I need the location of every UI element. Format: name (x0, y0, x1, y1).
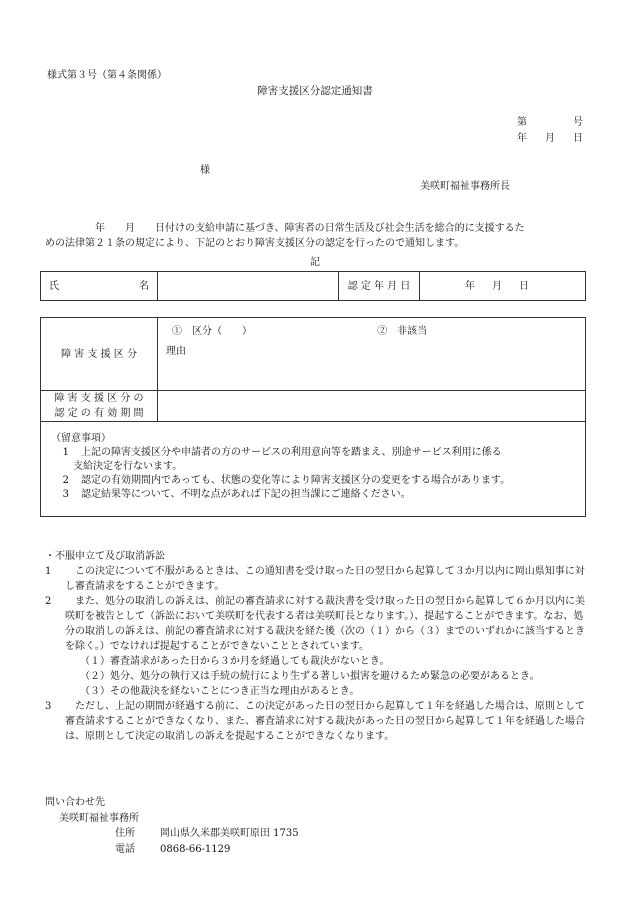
sender: 美咲町福祉事務所長 (420, 181, 510, 192)
note-text: 認定結果等について、不明な点があれば下記の担当課にご連絡ください。 (81, 489, 411, 500)
cert-year-label: 年 (465, 280, 475, 292)
note-text: 認定の有効期間内であっても、状態の変化等により障害支援区分の変更をする場合があります。 (81, 475, 511, 486)
issue-date (517, 132, 583, 145)
name-label-cell (41, 272, 158, 301)
ki-mark: 記 (310, 257, 320, 268)
number-suffix: 号 (573, 117, 583, 128)
note-item (51, 488, 585, 502)
option-category: ① 区分（ ） (172, 326, 252, 338)
name-label-2: 名 (139, 280, 149, 292)
objection-heading: ・不服申立て及び取消訴訟 (45, 551, 165, 562)
document-number (517, 116, 583, 129)
intro-paragraph (45, 221, 585, 251)
notes-box (40, 420, 586, 517)
objection-text: この決定について不服があるときは、この通知書を受け取った日の翌日から起算して３か月以内に岡山県知事に対し審査請求をすることができます。 (65, 566, 585, 592)
note-number: 1 (62, 447, 69, 458)
cert-month-label: 月 (492, 280, 502, 292)
contact-address-row (45, 826, 299, 842)
objection-number: 2 (45, 596, 52, 607)
objection-number: 1 (45, 566, 52, 577)
intro-line-2: めの法律第２１条の規定により、下記のとおり障害支援区分の認定を行ったので通知します。 (45, 238, 465, 249)
contact-phone-row (45, 842, 299, 858)
contact-heading: 問い合わせ先 (45, 797, 105, 808)
intro-line-1: 年 月 日付けの支給申請に基づき、障害者の日常生活及び社会生活を総合的に支援するた (95, 223, 525, 234)
form-id: 様式第３号（第４条関係） (47, 70, 167, 81)
year-label: 年 (517, 133, 527, 144)
objection-text: また、処分の取消しの訴えは、前記の審査請求に対する裁決書を受け取った日の翌日から起算して６か月以内に美咲町を被告として（訴訟において美咲町を代表する者は美咲町長となります。）、提起することができます。なお、処分の取消しの訴えは、前記の審査請求に対する裁決を経た後（次の（１）から（３）までのいずれかに該当するときを除く。）でなければ提起することができないこととされています。 (65, 596, 585, 652)
note-number: 2 (62, 475, 69, 486)
certification-table (40, 317, 586, 422)
objection-sub-item: （２）処分、処分の執行又は手続の続行により生ずる著しい損害を避けるため緊急の必要があるとき。 (80, 671, 540, 682)
address-label: 住所 (115, 828, 135, 839)
objection-text: ただし、上記の期間が経過する前に、この決定があった日の翌日から起算して１年を経過した場合は、原則として審査請求することができなくなり、また、審査請求に対する裁決があった日の翌日から起算して１年を経過した場合は、原則として決定の取消しの訴えを提起することができなくなります。 (65, 701, 585, 742)
name-label-1: 氏 (49, 280, 59, 292)
cert-date-label: 認 定 年 月 日 (347, 280, 411, 292)
note-text-continued: 支給決定を行ないます。 (73, 461, 183, 472)
cert-day-label: 日 (519, 280, 529, 292)
period-label-2: 認 定 の 有 効 期 間 (54, 408, 144, 419)
period-value-cell (158, 391, 586, 422)
cert-date-value-cell (420, 272, 586, 301)
objection-sub-item: （３）その他裁決を経ないことにつき正当な理由があるとき。 (80, 686, 360, 697)
category-label: 障 害 支 援 区 分 (61, 348, 137, 360)
cert-date-label-cell (339, 272, 420, 301)
objection-number: 3 (45, 701, 52, 712)
note-number: 3 (62, 489, 69, 500)
month-label: 月 (545, 133, 555, 144)
note-item (51, 446, 585, 460)
objection-sub-item: （１）審査請求があった日から３か月を経過しても裁決がないとき。 (80, 656, 390, 667)
name-value-cell (158, 272, 339, 301)
addressee-honorific: 様 (200, 165, 210, 176)
reason-cell (158, 345, 586, 390)
objection-item (45, 564, 590, 594)
period-label-1: 障 害 支 援 区 分 の (54, 393, 144, 404)
number-prefix: 第 (517, 117, 527, 128)
document-title: 障害支援区分認定通知書 (257, 85, 373, 97)
phone-label: 電話 (115, 843, 135, 855)
day-label: 日 (573, 133, 583, 144)
objection-section (45, 549, 590, 744)
notes-heading: （留意事項） (51, 433, 111, 444)
phone-value: 0868-66-1129 (160, 843, 231, 855)
objection-item (45, 594, 590, 654)
category-options-cell (158, 318, 586, 346)
address-value: 岡山県久米郡美咲町原田 1735 (160, 828, 299, 839)
contact-section (45, 795, 299, 857)
contact-office: 美咲町福祉事務所 (59, 812, 139, 824)
reason-label: 理由 (166, 346, 186, 358)
option-not-applicable: ② 非該当 (377, 326, 428, 338)
note-text: 上記の障害支援区分や申請者の方のサービスの利用意向等を踏まえ、別途サービス利用に係る (81, 447, 502, 458)
objection-item (45, 699, 590, 744)
category-label-cell (41, 318, 158, 391)
note-item (51, 474, 585, 488)
applicant-table (40, 271, 586, 301)
period-label-cell (41, 391, 158, 422)
